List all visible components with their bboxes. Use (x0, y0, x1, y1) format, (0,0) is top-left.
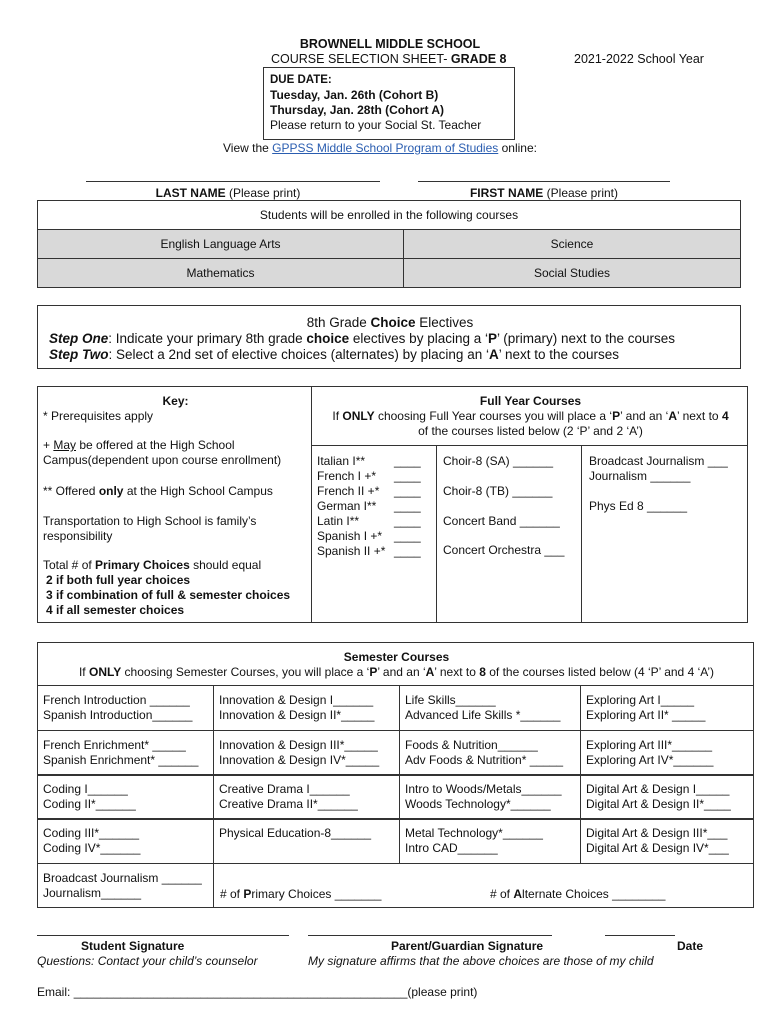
key-total-pre: Total # of (43, 558, 96, 572)
step-one-a: : Indicate your primary 8th grade (108, 331, 307, 346)
semester-cell-list (405, 826, 543, 856)
affirm-note: My signature affirms that the above choices are those of my child (308, 954, 654, 968)
semester-cell (37, 685, 214, 731)
journalism-sem[interactable]: Journalism______ (43, 886, 142, 900)
key-only-post: at the High School Campus (123, 484, 273, 498)
semester-course[interactable]: Physical Education-8______ (219, 826, 372, 840)
key-transport-line1: Transportation to High School is family’s (43, 514, 257, 528)
key-total-4: 4 if all semester choices (46, 603, 185, 617)
blank-french2[interactable]: ____ (394, 484, 421, 498)
phys-ed-8[interactable]: Phys Ed 8 ______ (589, 499, 688, 513)
language-course: Spanish II +* (317, 544, 386, 558)
full-year-other (581, 445, 748, 623)
sheet-title (271, 52, 507, 66)
language-course: German I** (317, 499, 377, 513)
full-year-music (436, 445, 582, 623)
key-may-word: May (53, 438, 77, 452)
semester-cell-list (43, 782, 136, 812)
key-total (43, 558, 290, 618)
semester-course[interactable]: Digital Art & Design II*____ (586, 797, 731, 811)
semester-course[interactable]: Life Skills______ (405, 693, 496, 707)
date-label: Date (677, 939, 704, 953)
last-name-caption (86, 186, 370, 200)
step-two-label: Step Two (49, 347, 109, 362)
key-may-pre: + (43, 438, 54, 452)
semester-course[interactable]: Adv Foods & Nutrition* _____ (405, 753, 564, 767)
concert-orchestra[interactable]: Concert Orchestra ___ (443, 543, 565, 557)
last-name-bold: LAST NAME (155, 186, 226, 200)
parent-signature-label: Parent/Guardian Signature (391, 939, 544, 953)
semester-course[interactable]: Digital Art & Design IV*___ (586, 841, 729, 855)
semester-cell-list (586, 826, 729, 856)
semester-cell (37, 774, 214, 820)
student-signature-label: Student Signature (81, 939, 185, 953)
semester-course[interactable]: Coding IV*______ (43, 841, 141, 855)
email-label: Email: (37, 985, 74, 999)
key-title: Key: (162, 394, 189, 408)
view-program-line (223, 141, 537, 155)
course-science: Science (403, 229, 741, 259)
semester-course[interactable]: Woods Technology*______ (405, 797, 551, 811)
broadcast-journalism-fy[interactable]: Broadcast Journalism ___ (589, 454, 728, 468)
semester-course[interactable]: Digital Art & Design I_____ (586, 782, 730, 796)
sem-desc-mid: choosing Semester Courses, you will place a ‘ (121, 665, 370, 679)
parent-signature-line[interactable] (308, 935, 552, 936)
step-one-label: Step One (49, 331, 109, 346)
due-date-line3: Please return to your Social St. Teacher (270, 118, 482, 132)
electives-title-bold: Choice (370, 315, 416, 330)
fy-desc-only: ONLY (342, 409, 375, 423)
full-year-title: Full Year Courses (479, 394, 582, 408)
step-one (49, 331, 675, 346)
sem-desc-p: P (369, 665, 378, 679)
sheet-title-text: COURSE SELECTION SHEET- (271, 52, 448, 66)
blank-french1[interactable]: ____ (394, 469, 421, 483)
semester-cell (399, 685, 581, 731)
semester-cell (399, 730, 581, 776)
semester-course[interactable]: Intro CAD______ (405, 841, 498, 855)
fy-desc-mid: choosing Full Year courses you will place a ‘ (374, 409, 613, 423)
semester-journalism-cell (37, 863, 214, 908)
blank-spanish1[interactable]: ____ (394, 529, 421, 543)
semester-course[interactable]: Innovation & Design II*_____ (219, 708, 375, 722)
due-date-line2: Thursday, Jan. 28th (Cohort A) (270, 103, 445, 117)
alternate-choices-count[interactable] (490, 887, 665, 901)
course-social-studies: Social Studies (403, 258, 741, 288)
sem-desc-pre: If (78, 665, 89, 679)
questions-note: Questions: Contact your child’s counselor (37, 954, 258, 968)
key-transport (43, 514, 256, 544)
full-year-header (311, 386, 748, 446)
full-year-languages (311, 445, 437, 623)
semester-cell-list (586, 782, 731, 812)
language-course: Italian I** (317, 454, 366, 468)
enrolled-caption: Students will be enrolled in the following courses (37, 200, 741, 230)
step-two-letter: A (488, 347, 499, 362)
key-only (43, 484, 273, 498)
first-name-bold: FIRST NAME (469, 186, 544, 200)
step-two-a: : Select a 2nd set of elective choices (alternates) by placing an ‘ (108, 347, 489, 362)
choir-sa[interactable]: Choir-8 (SA) ______ (443, 454, 554, 468)
semester-cell (399, 774, 581, 820)
semester-cell (213, 774, 400, 820)
choir-tb[interactable]: Choir-8 (TB) ______ (443, 484, 553, 498)
languages-blanks (394, 454, 421, 559)
semester-course[interactable]: Spanish Introduction______ (43, 708, 193, 722)
fy-desc-mid3: ’ next to (677, 409, 722, 423)
grade-label: GRADE 8 (450, 52, 507, 66)
key-total-2: 2 if both full year choices (46, 573, 191, 587)
sem-desc-post: of the courses listed below (4 ‘P’ and 4 ‘A’) (485, 665, 715, 679)
fy-desc-a: A (668, 409, 678, 423)
semester-cell-list (586, 738, 713, 768)
due-date-label: DUE DATE: (270, 74, 332, 86)
electives-title-post: Electives (415, 315, 474, 330)
semester-header (37, 642, 754, 686)
sem-desc-mid3: ’ next to (434, 665, 480, 679)
semester-cell-list (43, 693, 192, 723)
last-name-line[interactable] (86, 181, 380, 182)
language-course: Spanish I +* (317, 529, 383, 543)
full-year-desc (312, 409, 749, 423)
first-name-rest: (Please print) (543, 186, 619, 200)
key-total-3: 3 if combination of full & semester choices (46, 588, 291, 602)
course-ela: English Language Arts (37, 229, 404, 259)
alt-a: A (513, 887, 523, 901)
email-field[interactable]: __________________________________________________ (73, 985, 408, 999)
sem-desc-only: ONLY (88, 665, 122, 679)
semester-desc (38, 665, 755, 679)
fy-desc-pre: If (332, 409, 343, 423)
school-name: BROWNELL MIDDLE SCHOOL (299, 37, 481, 51)
primary-pre: # of (220, 887, 244, 901)
blank-german[interactable]: ____ (394, 499, 421, 513)
semester-course[interactable]: Exploring Art II* _____ (586, 708, 706, 722)
key-box (37, 386, 312, 623)
key-may-line2: Campus(dependent upon course enrollment) (43, 453, 282, 467)
semester-course[interactable]: Advanced Life Skills *______ (405, 708, 561, 722)
semester-course[interactable]: French Enrichment* _____ (43, 738, 186, 752)
semester-cell-list (219, 693, 374, 723)
primary-post: rimary Choices _______ (251, 887, 382, 901)
key-total-bold: Primary Choices (95, 558, 190, 572)
primary-choices-count[interactable] (220, 887, 381, 901)
semester-title: Semester Courses (343, 650, 450, 664)
school-year: 2021-2022 School Year (574, 52, 704, 66)
key-only-bold: only (98, 484, 124, 498)
semester-course[interactable]: French Introduction ______ (43, 693, 190, 707)
electives-title-pre: 8th Grade (306, 315, 371, 330)
semester-cell (37, 818, 214, 864)
view-pre: View the (223, 141, 273, 155)
semester-course[interactable]: Digital Art & Design III*___ (586, 826, 728, 840)
semester-cell-list (405, 782, 562, 812)
concert-band[interactable]: Concert Band ______ (443, 514, 560, 528)
semester-cell-list (405, 738, 563, 768)
semester-course[interactable]: Spanish Enrichment* ______ (43, 753, 199, 767)
semester-course[interactable]: Intro to Woods/Metals______ (405, 782, 562, 796)
key-prereq: * Prerequisites apply (43, 409, 154, 423)
key-may-rest: be offered at the High School (76, 438, 235, 452)
step-one-b: electives by placing a ‘ (349, 331, 488, 346)
key-may (43, 438, 281, 468)
first-name-caption (418, 186, 670, 200)
step-two (49, 347, 619, 362)
key-total-post: should equal (189, 558, 262, 572)
language-course: French II +* (317, 484, 380, 498)
fy-desc-mid2: ’ and an ‘ (620, 409, 669, 423)
broadcast-journalism-sem[interactable]: Broadcast Journalism ______ (43, 871, 202, 885)
email-note: (please print) (407, 985, 478, 999)
semester-cell (580, 730, 754, 776)
semester-journalism-list (43, 871, 202, 901)
due-date-line1: Tuesday, Jan. 26th (Cohort B) (270, 88, 439, 102)
last-name-rest: (Please print) (225, 186, 301, 200)
email-row (37, 985, 477, 999)
fy-desc-p: P (612, 409, 621, 423)
semester-cell (213, 818, 400, 864)
semester-cell-list (405, 693, 560, 723)
step-one-p: P (487, 331, 497, 346)
semester-course[interactable]: Innovation & Design III*_____ (219, 738, 378, 752)
full-year-desc-line2: of the courses listed below (2 ‘P’ and 2 ‘A’) (418, 424, 643, 438)
semester-course[interactable]: Exploring Art III*______ (586, 738, 713, 752)
alt-post: lternate Choices ________ (522, 887, 666, 901)
semester-course[interactable]: Innovation & Design IV*_____ (219, 753, 380, 767)
sem-desc-mid2: ’ and an ‘ (377, 665, 426, 679)
semester-cell (580, 818, 754, 864)
semester-course[interactable]: Foods & Nutrition______ (405, 738, 538, 752)
semester-cell-list (43, 826, 140, 856)
semester-course[interactable]: Innovation & Design I______ (219, 693, 374, 707)
blank-latin[interactable]: ____ (394, 514, 421, 528)
semester-cell (580, 685, 754, 731)
first-name-line[interactable] (418, 181, 670, 182)
key-transport-line2: responsibility (43, 529, 113, 543)
sem-desc-a: A (425, 665, 435, 679)
semester-cell (399, 818, 581, 864)
blank-italian[interactable]: ____ (394, 454, 421, 468)
semester-cell-list (219, 826, 371, 841)
semester-course[interactable]: Exploring Art IV*______ (586, 753, 714, 767)
view-post: online: (498, 141, 537, 155)
primary-p: P (243, 887, 252, 901)
semester-course[interactable]: Creative Drama II*______ (219, 797, 358, 811)
semester-cell-list (219, 782, 358, 812)
step-one-c: ’ (primary) next to the courses (497, 331, 676, 346)
sem-desc-8: 8 (479, 665, 486, 679)
languages-list (317, 454, 385, 559)
alt-pre: # of (490, 887, 514, 901)
date-line[interactable] (605, 935, 675, 936)
program-of-studies-link[interactable]: GPPSS Middle School Program of Studies (272, 141, 499, 155)
semester-cell-list (586, 693, 705, 723)
blank-spanish2[interactable]: ____ (394, 544, 421, 558)
semester-cell-list (219, 738, 379, 768)
fy-desc-4: 4 (721, 409, 729, 423)
semester-cell (37, 730, 214, 776)
step-one-bold: choice (306, 331, 350, 346)
semester-course[interactable]: Coding I______ (43, 782, 128, 796)
course-math: Mathematics (37, 258, 404, 288)
semester-course[interactable]: Coding III*______ (43, 826, 140, 840)
semester-cell (213, 685, 400, 731)
student-signature-line[interactable] (37, 935, 289, 936)
language-course: French I +* (317, 469, 377, 483)
choice-count-cell (213, 863, 754, 908)
semester-course[interactable]: Exploring Art I_____ (586, 693, 695, 707)
semester-course[interactable]: Creative Drama I______ (219, 782, 350, 796)
electives-title (38, 315, 742, 330)
semester-course[interactable]: Metal Technology*______ (405, 826, 543, 840)
semester-course[interactable]: Coding II*______ (43, 797, 136, 811)
language-course: Latin I** (317, 514, 360, 528)
due-date-box (263, 67, 515, 140)
key-only-pre: ** Offered (43, 484, 99, 498)
step-two-b: ’ next to the courses (498, 347, 620, 362)
semester-cell (213, 730, 400, 776)
journalism-fy[interactable]: Journalism ______ (589, 469, 691, 483)
semester-cell-list (43, 738, 198, 768)
semester-cell (580, 774, 754, 820)
electives-instructions (37, 305, 741, 369)
